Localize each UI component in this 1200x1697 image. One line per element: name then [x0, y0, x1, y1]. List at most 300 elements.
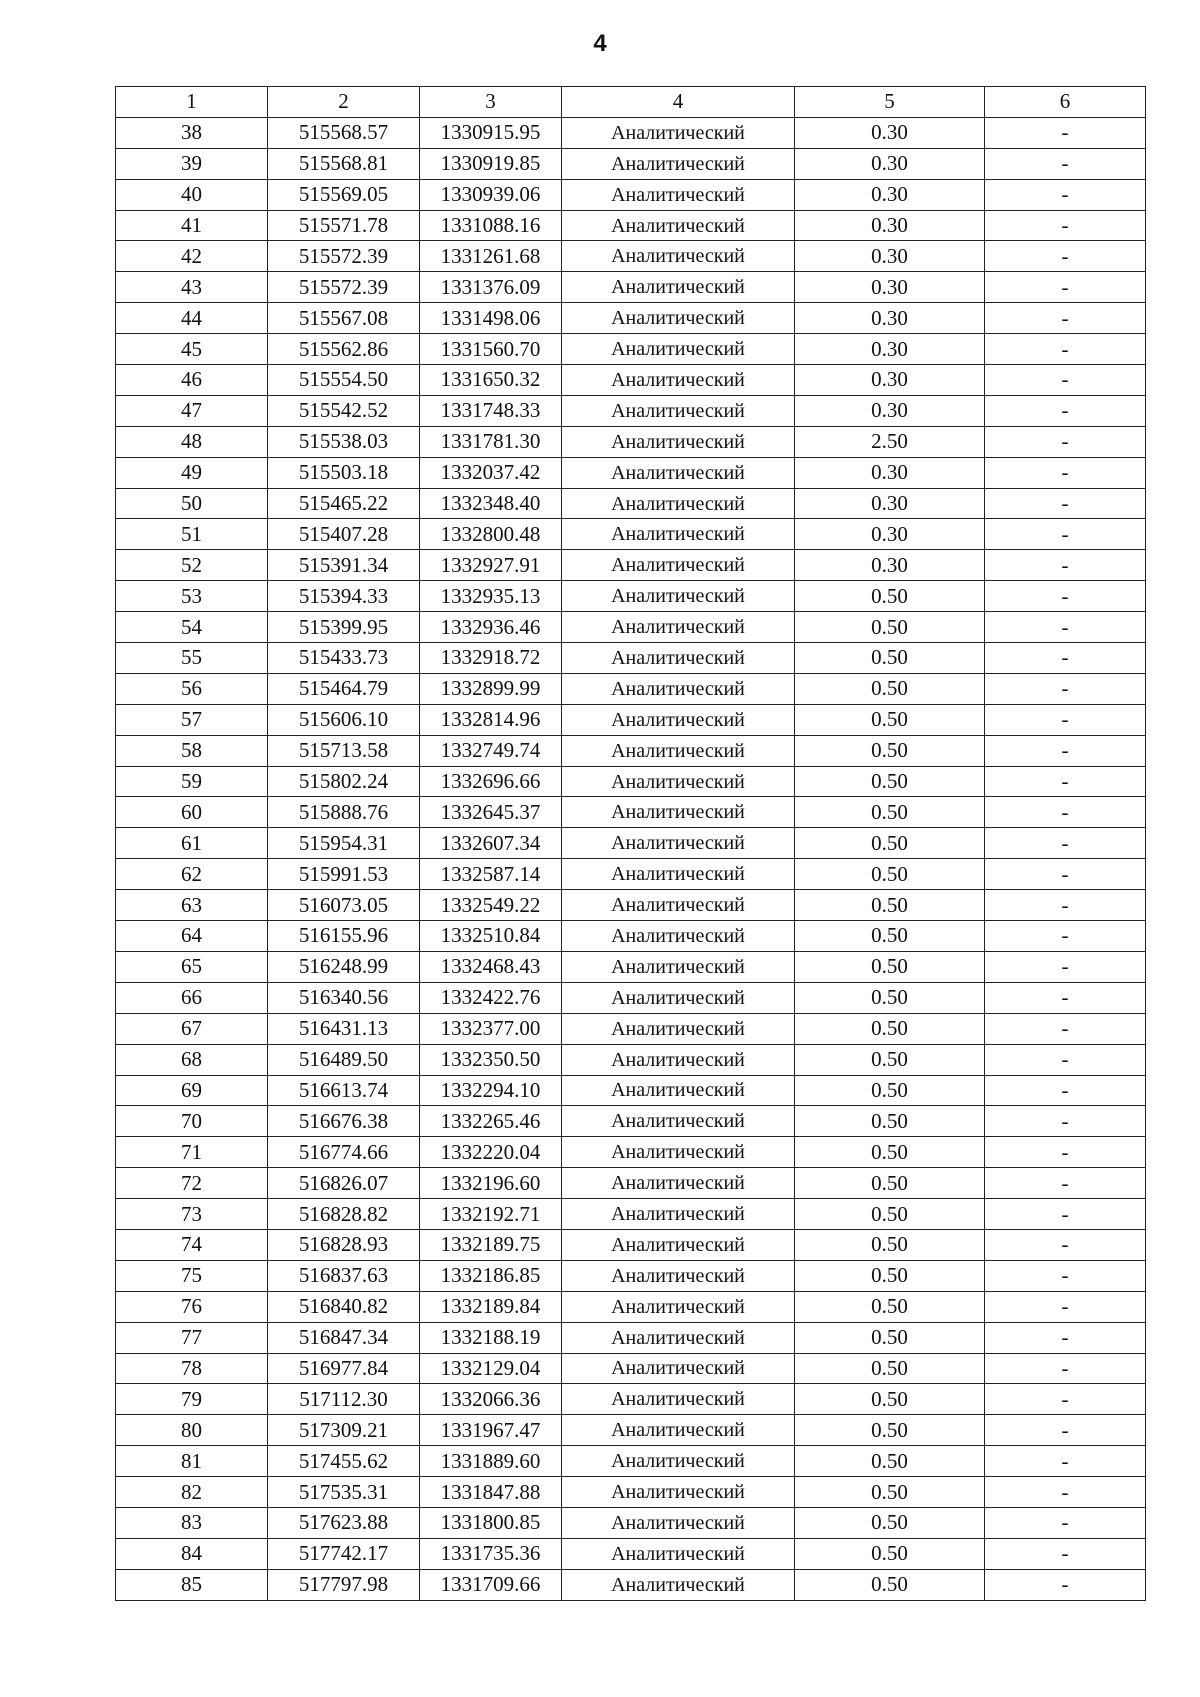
note-cell: - [985, 1260, 1146, 1291]
y-coordinate-cell: 1332129.04 [420, 1353, 562, 1384]
x-coordinate-cell: 516613.74 [268, 1075, 420, 1106]
accuracy-cell: 0.30 [795, 303, 985, 334]
note-cell: - [985, 272, 1146, 303]
table-row [116, 365, 1146, 396]
point-number-cell: 51 [116, 519, 268, 550]
y-coordinate-cell: 1332607.34 [420, 828, 562, 859]
x-coordinate-cell: 515569.05 [268, 179, 420, 210]
note-cell: - [985, 1415, 1146, 1446]
accuracy-cell: 0.30 [795, 179, 985, 210]
method-cell: Аналитический [562, 426, 795, 457]
table-row [116, 612, 1146, 643]
x-coordinate-cell: 516840.82 [268, 1291, 420, 1322]
accuracy-cell: 0.30 [795, 365, 985, 396]
method-cell: Аналитический [562, 241, 795, 272]
x-coordinate-cell: 516676.38 [268, 1106, 420, 1137]
accuracy-cell: 0.50 [795, 1013, 985, 1044]
table-row [116, 1353, 1146, 1384]
column-header: 6 [985, 87, 1146, 118]
method-cell: Аналитический [562, 612, 795, 643]
coordinates-table [115, 86, 1146, 1601]
method-cell: Аналитический [562, 1137, 795, 1168]
point-number-cell: 72 [116, 1168, 268, 1199]
point-number-cell: 49 [116, 457, 268, 488]
y-coordinate-cell: 1331376.09 [420, 272, 562, 303]
point-number-cell: 54 [116, 612, 268, 643]
y-coordinate-cell: 1331847.88 [420, 1477, 562, 1508]
x-coordinate-cell: 516248.99 [268, 951, 420, 982]
y-coordinate-cell: 1332188.19 [420, 1322, 562, 1353]
method-cell: Аналитический [562, 1260, 795, 1291]
accuracy-cell: 0.50 [795, 1477, 985, 1508]
x-coordinate-cell: 515554.50 [268, 365, 420, 396]
point-number-cell: 39 [116, 148, 268, 179]
column-header: 5 [795, 87, 985, 118]
table-row [116, 921, 1146, 952]
point-number-cell: 64 [116, 921, 268, 952]
note-cell: - [985, 704, 1146, 735]
table-row [116, 179, 1146, 210]
note-cell: - [985, 519, 1146, 550]
accuracy-cell: 0.30 [795, 457, 985, 488]
method-cell: Аналитический [562, 766, 795, 797]
method-cell: Аналитический [562, 859, 795, 890]
y-coordinate-cell: 1332800.48 [420, 519, 562, 550]
y-coordinate-cell: 1332936.46 [420, 612, 562, 643]
table-row [116, 1477, 1146, 1508]
accuracy-cell: 0.30 [795, 550, 985, 581]
method-cell: Аналитический [562, 210, 795, 241]
method-cell: Аналитический [562, 735, 795, 766]
point-number-cell: 60 [116, 797, 268, 828]
point-number-cell: 69 [116, 1075, 268, 1106]
note-cell: - [985, 673, 1146, 704]
table-row [116, 148, 1146, 179]
note-cell: - [985, 1291, 1146, 1322]
method-cell: Аналитический [562, 1569, 795, 1600]
point-number-cell: 40 [116, 179, 268, 210]
accuracy-cell: 0.50 [795, 828, 985, 859]
y-coordinate-cell: 1332192.71 [420, 1199, 562, 1230]
x-coordinate-cell: 515802.24 [268, 766, 420, 797]
note-cell: - [985, 766, 1146, 797]
method-cell: Аналитический [562, 1168, 795, 1199]
point-number-cell: 56 [116, 673, 268, 704]
note-cell: - [985, 1137, 1146, 1168]
table-row [116, 488, 1146, 519]
x-coordinate-cell: 517797.98 [268, 1569, 420, 1600]
note-cell: - [985, 334, 1146, 365]
note-cell: - [985, 395, 1146, 426]
column-header: 2 [268, 87, 420, 118]
x-coordinate-cell: 515394.33 [268, 581, 420, 612]
method-cell: Аналитический [562, 828, 795, 859]
y-coordinate-cell: 1330939.06 [420, 179, 562, 210]
table-row [116, 1507, 1146, 1538]
table-row [116, 673, 1146, 704]
point-number-cell: 82 [116, 1477, 268, 1508]
accuracy-cell: 0.50 [795, 797, 985, 828]
note-cell: - [985, 890, 1146, 921]
page-number: 4 [593, 30, 607, 57]
y-coordinate-cell: 1332037.42 [420, 457, 562, 488]
y-coordinate-cell: 1332189.84 [420, 1291, 562, 1322]
table-row [116, 1137, 1146, 1168]
point-number-cell: 61 [116, 828, 268, 859]
method-cell: Аналитический [562, 1538, 795, 1569]
y-coordinate-cell: 1332196.60 [420, 1168, 562, 1199]
table-row [116, 1229, 1146, 1260]
table-row [116, 1013, 1146, 1044]
point-number-cell: 43 [116, 272, 268, 303]
table-row [116, 797, 1146, 828]
y-coordinate-cell: 1332265.46 [420, 1106, 562, 1137]
y-coordinate-cell: 1332186.85 [420, 1260, 562, 1291]
x-coordinate-cell: 516340.56 [268, 982, 420, 1013]
note-cell: - [985, 643, 1146, 674]
accuracy-cell: 0.30 [795, 117, 985, 148]
table-row [116, 951, 1146, 982]
note-cell: - [985, 1044, 1146, 1075]
table-row [116, 426, 1146, 457]
y-coordinate-cell: 1331748.33 [420, 395, 562, 426]
method-cell: Аналитический [562, 1106, 795, 1137]
method-cell: Аналитический [562, 457, 795, 488]
method-cell: Аналитический [562, 1384, 795, 1415]
point-number-cell: 62 [116, 859, 268, 890]
x-coordinate-cell: 516828.93 [268, 1229, 420, 1260]
accuracy-cell: 0.50 [795, 951, 985, 982]
accuracy-cell: 0.50 [795, 1569, 985, 1600]
y-coordinate-cell: 1332918.72 [420, 643, 562, 674]
accuracy-cell: 0.50 [795, 1507, 985, 1538]
accuracy-cell: 0.30 [795, 334, 985, 365]
point-number-cell: 58 [116, 735, 268, 766]
x-coordinate-cell: 515572.39 [268, 272, 420, 303]
column-header: 3 [420, 87, 562, 118]
y-coordinate-cell: 1332422.76 [420, 982, 562, 1013]
y-coordinate-cell: 1332645.37 [420, 797, 562, 828]
x-coordinate-cell: 515433.73 [268, 643, 420, 674]
y-coordinate-cell: 1332814.96 [420, 704, 562, 735]
x-coordinate-cell: 516073.05 [268, 890, 420, 921]
point-number-cell: 53 [116, 581, 268, 612]
accuracy-cell: 0.50 [795, 735, 985, 766]
note-cell: - [985, 581, 1146, 612]
accuracy-cell: 0.50 [795, 1137, 985, 1168]
note-cell: - [985, 210, 1146, 241]
x-coordinate-cell: 515606.10 [268, 704, 420, 735]
accuracy-cell: 0.50 [795, 1106, 985, 1137]
x-coordinate-cell: 515567.08 [268, 303, 420, 334]
accuracy-cell: 0.50 [795, 612, 985, 643]
x-coordinate-cell: 517742.17 [268, 1538, 420, 1569]
accuracy-cell: 0.50 [795, 1260, 985, 1291]
accuracy-cell: 0.50 [795, 581, 985, 612]
column-header: 1 [116, 87, 268, 118]
method-cell: Аналитический [562, 797, 795, 828]
table-row [116, 272, 1146, 303]
accuracy-cell: 0.30 [795, 241, 985, 272]
column-header: 4 [562, 87, 795, 118]
y-coordinate-cell: 1332749.74 [420, 735, 562, 766]
note-cell: - [985, 859, 1146, 890]
method-cell: Аналитический [562, 704, 795, 735]
y-coordinate-cell: 1331967.47 [420, 1415, 562, 1446]
x-coordinate-cell: 515888.76 [268, 797, 420, 828]
note-cell: - [985, 117, 1146, 148]
y-coordinate-cell: 1332927.91 [420, 550, 562, 581]
accuracy-cell: 0.30 [795, 272, 985, 303]
point-number-cell: 42 [116, 241, 268, 272]
x-coordinate-cell: 516847.34 [268, 1322, 420, 1353]
x-coordinate-cell: 517455.62 [268, 1446, 420, 1477]
point-number-cell: 47 [116, 395, 268, 426]
x-coordinate-cell: 515542.52 [268, 395, 420, 426]
table-row [116, 828, 1146, 859]
method-cell: Аналитический [562, 272, 795, 303]
accuracy-cell: 0.50 [795, 1353, 985, 1384]
x-coordinate-cell: 515568.81 [268, 148, 420, 179]
method-cell: Аналитический [562, 550, 795, 581]
note-cell: - [985, 148, 1146, 179]
method-cell: Аналитический [562, 890, 795, 921]
method-cell: Аналитический [562, 1446, 795, 1477]
x-coordinate-cell: 515407.28 [268, 519, 420, 550]
table-row [116, 457, 1146, 488]
note-cell: - [985, 982, 1146, 1013]
accuracy-cell: 0.30 [795, 148, 985, 179]
method-cell: Аналитический [562, 581, 795, 612]
accuracy-cell: 0.50 [795, 1044, 985, 1075]
x-coordinate-cell: 515713.58 [268, 735, 420, 766]
method-cell: Аналитический [562, 1013, 795, 1044]
table-row [116, 241, 1146, 272]
x-coordinate-cell: 515572.39 [268, 241, 420, 272]
method-cell: Аналитический [562, 519, 795, 550]
y-coordinate-cell: 1330915.95 [420, 117, 562, 148]
method-cell: Аналитический [562, 1477, 795, 1508]
note-cell: - [985, 1384, 1146, 1415]
y-coordinate-cell: 1331800.85 [420, 1507, 562, 1538]
y-coordinate-cell: 1332350.50 [420, 1044, 562, 1075]
y-coordinate-cell: 1332935.13 [420, 581, 562, 612]
note-cell: - [985, 179, 1146, 210]
note-cell: - [985, 1569, 1146, 1600]
table-row [116, 1291, 1146, 1322]
note-cell: - [985, 1075, 1146, 1106]
note-cell: - [985, 1353, 1146, 1384]
method-cell: Аналитический [562, 148, 795, 179]
method-cell: Аналитический [562, 488, 795, 519]
x-coordinate-cell: 516489.50 [268, 1044, 420, 1075]
method-cell: Аналитический [562, 921, 795, 952]
x-coordinate-cell: 515391.34 [268, 550, 420, 581]
accuracy-cell: 0.50 [795, 643, 985, 674]
x-coordinate-cell: 516774.66 [268, 1137, 420, 1168]
accuracy-cell: 0.30 [795, 519, 985, 550]
method-cell: Аналитический [562, 334, 795, 365]
x-coordinate-cell: 516828.82 [268, 1199, 420, 1230]
note-cell: - [985, 303, 1146, 334]
accuracy-cell: 0.50 [795, 1229, 985, 1260]
x-coordinate-cell: 517623.88 [268, 1507, 420, 1538]
accuracy-cell: 0.50 [795, 1199, 985, 1230]
x-coordinate-cell: 515503.18 [268, 457, 420, 488]
table-row [116, 334, 1146, 365]
accuracy-cell: 0.50 [795, 890, 985, 921]
point-number-cell: 57 [116, 704, 268, 735]
note-cell: - [985, 488, 1146, 519]
note-cell: - [985, 457, 1146, 488]
accuracy-cell: 0.50 [795, 1446, 985, 1477]
note-cell: - [985, 1168, 1146, 1199]
accuracy-cell: 0.50 [795, 673, 985, 704]
x-coordinate-cell: 516431.13 [268, 1013, 420, 1044]
point-number-cell: 71 [116, 1137, 268, 1168]
x-coordinate-cell: 515464.79 [268, 673, 420, 704]
accuracy-cell: 0.50 [795, 982, 985, 1013]
method-cell: Аналитический [562, 1291, 795, 1322]
note-cell: - [985, 612, 1146, 643]
point-number-cell: 48 [116, 426, 268, 457]
method-cell: Аналитический [562, 673, 795, 704]
table-row [116, 890, 1146, 921]
accuracy-cell: 0.50 [795, 1168, 985, 1199]
y-coordinate-cell: 1332377.00 [420, 1013, 562, 1044]
y-coordinate-cell: 1331781.30 [420, 426, 562, 457]
note-cell: - [985, 426, 1146, 457]
point-number-cell: 45 [116, 334, 268, 365]
y-coordinate-cell: 1331889.60 [420, 1446, 562, 1477]
table-row [116, 395, 1146, 426]
note-cell: - [985, 1507, 1146, 1538]
point-number-cell: 73 [116, 1199, 268, 1230]
point-number-cell: 85 [116, 1569, 268, 1600]
point-number-cell: 80 [116, 1415, 268, 1446]
note-cell: - [985, 241, 1146, 272]
point-number-cell: 65 [116, 951, 268, 982]
table-row [116, 1322, 1146, 1353]
x-coordinate-cell: 516155.96 [268, 921, 420, 952]
y-coordinate-cell: 1332220.04 [420, 1137, 562, 1168]
method-cell: Аналитический [562, 643, 795, 674]
method-cell: Аналитический [562, 1229, 795, 1260]
table-row [116, 859, 1146, 890]
method-cell: Аналитический [562, 1415, 795, 1446]
note-cell: - [985, 1106, 1146, 1137]
table-row [116, 210, 1146, 241]
method-cell: Аналитический [562, 1322, 795, 1353]
table-row [116, 643, 1146, 674]
note-cell: - [985, 1199, 1146, 1230]
x-coordinate-cell: 515538.03 [268, 426, 420, 457]
table-row [116, 303, 1146, 334]
x-coordinate-cell: 515568.57 [268, 117, 420, 148]
point-number-cell: 76 [116, 1291, 268, 1322]
accuracy-cell: 0.50 [795, 859, 985, 890]
note-cell: - [985, 550, 1146, 581]
x-coordinate-cell: 515399.95 [268, 612, 420, 643]
method-cell: Аналитический [562, 1044, 795, 1075]
y-coordinate-cell: 1331498.06 [420, 303, 562, 334]
note-cell: - [985, 1538, 1146, 1569]
method-cell: Аналитический [562, 179, 795, 210]
note-cell: - [985, 951, 1146, 982]
table-row [116, 766, 1146, 797]
y-coordinate-cell: 1332899.99 [420, 673, 562, 704]
accuracy-cell: 0.50 [795, 704, 985, 735]
accuracy-cell: 0.50 [795, 1075, 985, 1106]
table-row [116, 1044, 1146, 1075]
accuracy-cell: 0.50 [795, 921, 985, 952]
x-coordinate-cell: 515562.86 [268, 334, 420, 365]
method-cell: Аналитический [562, 982, 795, 1013]
point-number-cell: 66 [116, 982, 268, 1013]
y-coordinate-cell: 1331088.16 [420, 210, 562, 241]
y-coordinate-cell: 1332696.66 [420, 766, 562, 797]
x-coordinate-cell: 517309.21 [268, 1415, 420, 1446]
y-coordinate-cell: 1332587.14 [420, 859, 562, 890]
note-cell: - [985, 1013, 1146, 1044]
point-number-cell: 70 [116, 1106, 268, 1137]
accuracy-cell: 0.50 [795, 766, 985, 797]
y-coordinate-cell: 1332348.40 [420, 488, 562, 519]
x-coordinate-cell: 517535.31 [268, 1477, 420, 1508]
table-row [116, 581, 1146, 612]
table-body [116, 117, 1146, 1600]
method-cell: Аналитический [562, 395, 795, 426]
table-row [116, 1260, 1146, 1291]
table-row [116, 1075, 1146, 1106]
y-coordinate-cell: 1331261.68 [420, 241, 562, 272]
note-cell: - [985, 1477, 1146, 1508]
note-cell: - [985, 828, 1146, 859]
y-coordinate-cell: 1331560.70 [420, 334, 562, 365]
method-cell: Аналитический [562, 1199, 795, 1230]
y-coordinate-cell: 1332066.36 [420, 1384, 562, 1415]
point-number-cell: 83 [116, 1507, 268, 1538]
table-row [116, 1569, 1146, 1600]
note-cell: - [985, 1446, 1146, 1477]
point-number-cell: 59 [116, 766, 268, 797]
table-row [116, 117, 1146, 148]
method-cell: Аналитический [562, 1353, 795, 1384]
y-coordinate-cell: 1330919.85 [420, 148, 562, 179]
table-row [116, 982, 1146, 1013]
x-coordinate-cell: 516826.07 [268, 1168, 420, 1199]
method-cell: Аналитический [562, 1075, 795, 1106]
point-number-cell: 46 [116, 365, 268, 396]
x-coordinate-cell: 515571.78 [268, 210, 420, 241]
table-row [116, 735, 1146, 766]
method-cell: Аналитический [562, 1507, 795, 1538]
table-row [116, 704, 1146, 735]
point-number-cell: 78 [116, 1353, 268, 1384]
y-coordinate-cell: 1332549.22 [420, 890, 562, 921]
y-coordinate-cell: 1331709.66 [420, 1569, 562, 1600]
accuracy-cell: 0.50 [795, 1538, 985, 1569]
method-cell: Аналитический [562, 117, 795, 148]
point-number-cell: 77 [116, 1322, 268, 1353]
note-cell: - [985, 365, 1146, 396]
x-coordinate-cell: 516977.84 [268, 1353, 420, 1384]
point-number-cell: 41 [116, 210, 268, 241]
accuracy-cell: 0.50 [795, 1384, 985, 1415]
point-number-cell: 55 [116, 643, 268, 674]
x-coordinate-cell: 515465.22 [268, 488, 420, 519]
point-number-cell: 75 [116, 1260, 268, 1291]
